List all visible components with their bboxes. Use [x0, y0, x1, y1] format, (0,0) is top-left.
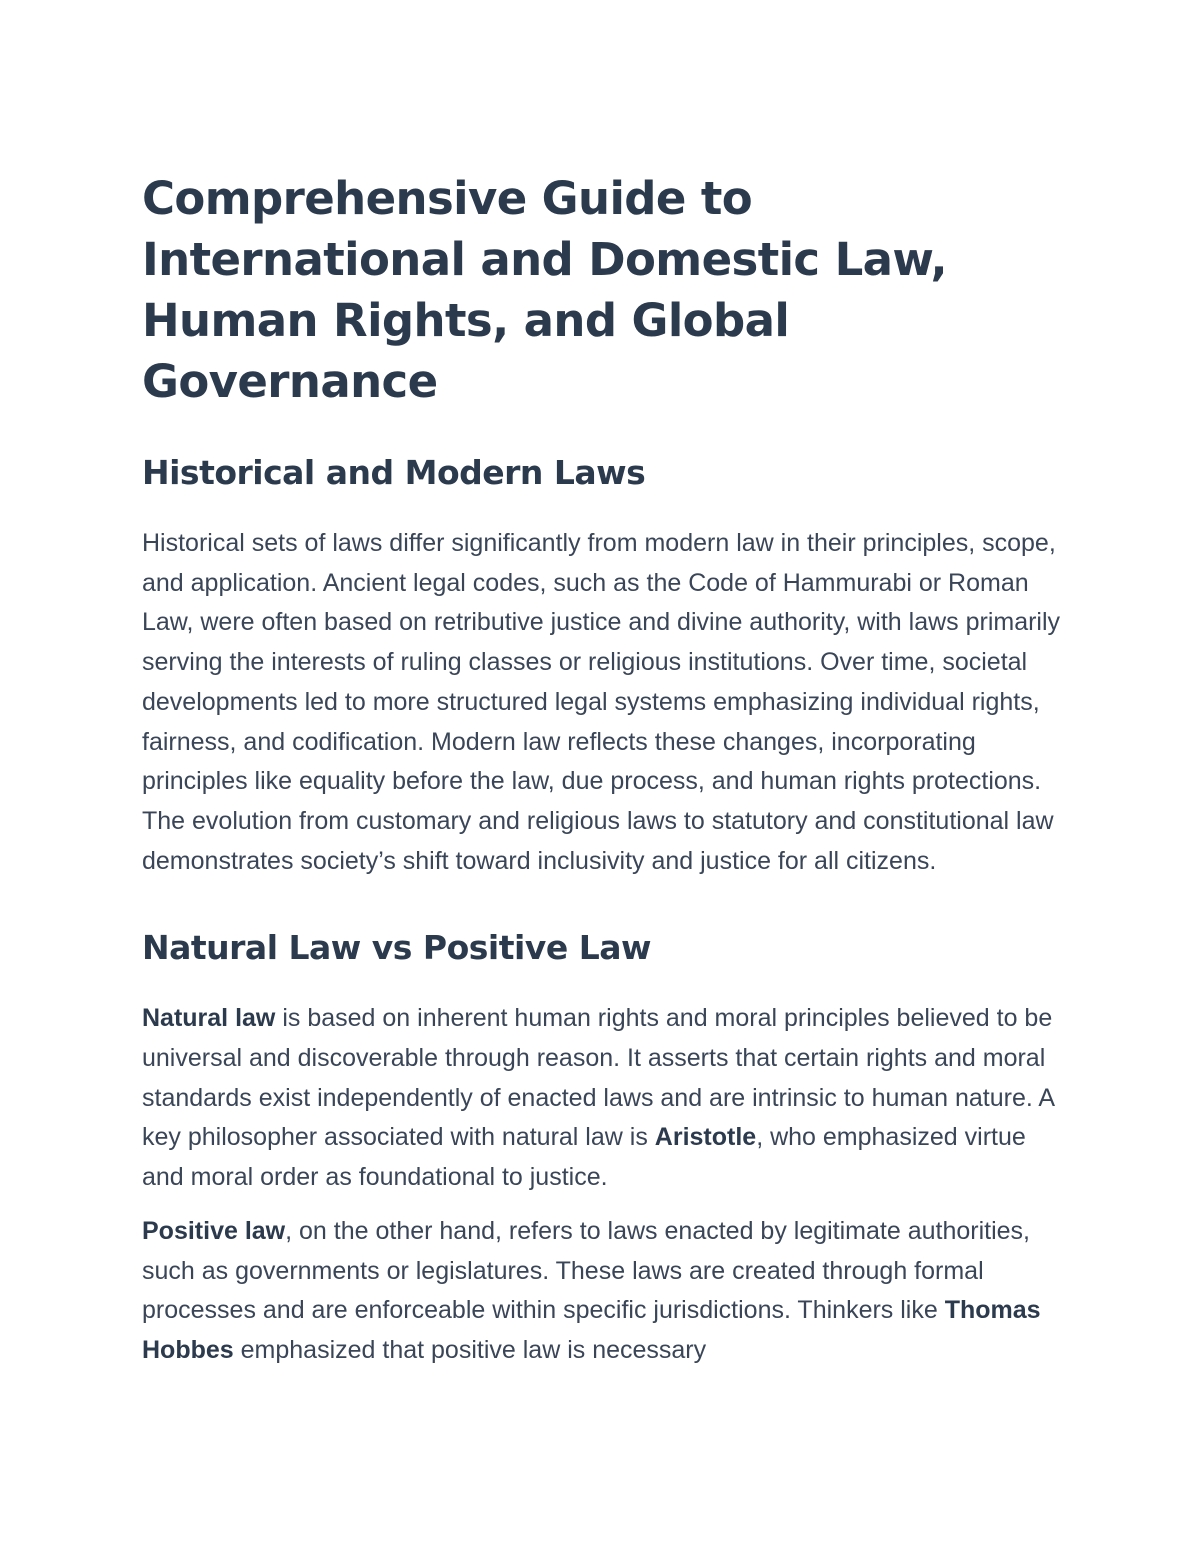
natural-law-text-part-2: , who emphasized virtue and moral order as foundational to justice. — [142, 1123, 1026, 1192]
historical-modern-laws-paragraph: Historical sets of laws differ significantly from modern law in their principles, scope, and application. Ancient legal codes, such as the Code of Hammurabi or Roman Law, were often based on retributive justice and divine authority, with laws primarily serving the interests of ruling classes or religious institutions. Over time, societal developments led to more structured legal systems emphasizing individual rights, fairness, and codification. Modern law reflects these changes, incorporating principles like equality before the law, due process, and human rights protections. The evolution from customary and religious laws to statutory and constitutional law demonstrates society’s shift toward inclusivity and justice for all citizens. — [142, 529, 1061, 875]
positive-law-text-part-2: emphasized that positive law is necessary — [233, 1335, 707, 1364]
natural-law-text-part-1: is based on inherent human rights and moral principles believed to be universal and discoverable through reason. It asserts that certain rights and moral standards exist independently of enacted laws and are intrinsic to human nature. A key philosopher associated with natural law is — [142, 1004, 1054, 1152]
philosopher-thomas-hobbes: Thomas Hobbes — [142, 1296, 1041, 1364]
section-heading-historical-modern-laws: Historical and Modern Laws — [142, 453, 646, 492]
positive-law-paragraph — [142, 1212, 1062, 1371]
positive-law-term: Positive law — [142, 1216, 286, 1245]
natural-law-paragraph — [142, 999, 1062, 1198]
document-page — [142, 168, 1062, 1371]
philosopher-aristotle: Aristotle — [654, 1123, 757, 1152]
section-heading-natural-vs-positive-law: Natural Law vs Positive Law — [142, 928, 651, 968]
document-title: Comprehensive Guide to International and Domestic Law, Human Rights, and Global Governance — [142, 172, 948, 408]
positive-law-text-part-1: , on the other hand, refers to laws enacted by legitimate authorities, such as governments or legislatures. These laws are created through formal processes and are enforceable within specific jurisdictions. Thinkers like — [142, 1216, 1030, 1325]
natural-law-term: Natural law — [142, 1004, 276, 1033]
